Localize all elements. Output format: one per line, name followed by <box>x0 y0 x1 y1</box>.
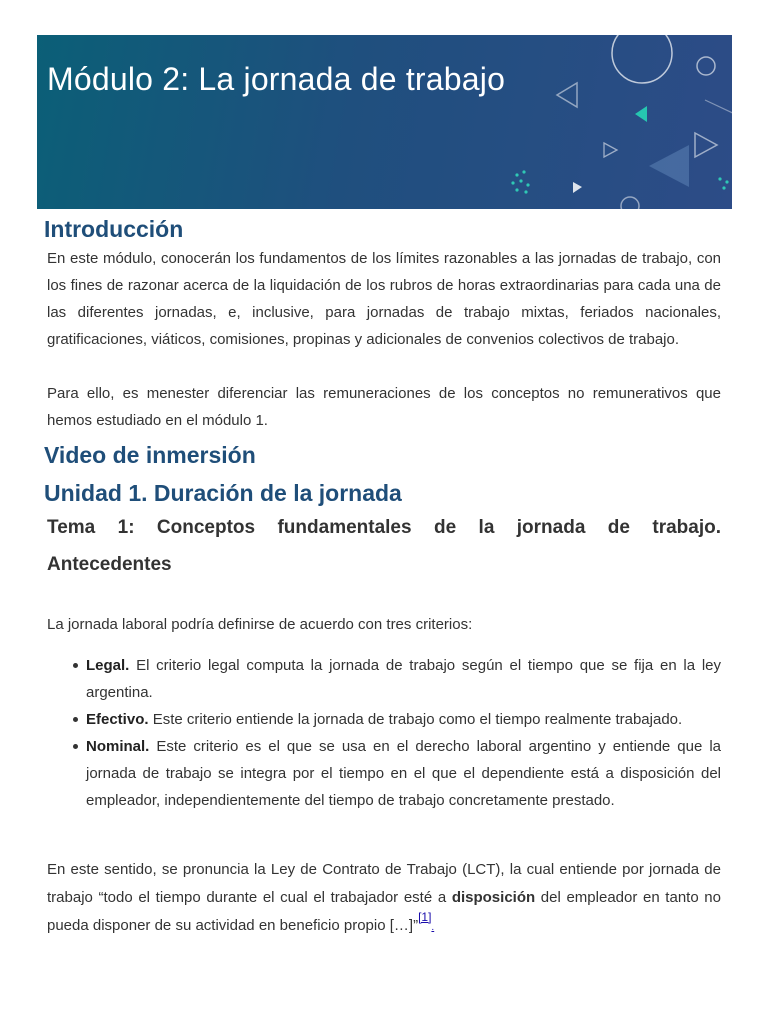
deco-triangle-outline-2 <box>695 133 717 157</box>
list-item <box>47 706 721 733</box>
unit-heading-text: Unidad 1. Duración de la jornada <box>44 480 402 506</box>
lct-paragraph <box>47 856 721 942</box>
deco-circle-small <box>697 57 715 75</box>
topic-heading-line2: Antecedentes <box>47 554 172 575</box>
lct-bold-term: disposición <box>451 889 536 906</box>
deco-circle-large <box>612 35 672 83</box>
criterion-text: El criterio legal computa la jornada de trabajo según el tiempo que se fija en la ley argentina. <box>86 657 721 701</box>
intro-paragraph-1: En este módulo, conocerán los fundamentos de los límites razonables a las jornadas de trabajo, con los fines de razonar acerca de la liquidación de los rubros de horas extraordinarias para cada una de las diferentes jornadas, e, inclusive, para jornadas de trabajo mixtas, feriados nacionales, gratificaciones, viáticos, comisiones, propinas y adicionales de convenios colectivos de trabajo. <box>47 250 721 348</box>
intro-paragraph-2: Para ello, es menester diferenciar las remuneraciones de los conceptos no remunerativos que hemos estudiado en el módulo 1. <box>47 385 721 429</box>
list-item <box>47 733 721 814</box>
lct-text-after: del empleador en tanto no pueda disponer de su actividad en beneficio propio […]” <box>47 889 721 934</box>
video-heading-text: Video de inmersión <box>44 442 256 468</box>
criterion-term: Nominal. <box>86 738 150 755</box>
criterion-text: Este criterio es el que se usa en el derecho laboral argentino y entiende que la jornada de trabajo se integra por el tiempo en el que el dependiente está a disposición del empleador, independientemente del tiempo de trabajo concretamente prestado. <box>86 738 721 809</box>
deco-dots <box>511 170 728 193</box>
deco-triangle-outline-1 <box>557 83 577 107</box>
footnote-trail: . <box>431 922 435 933</box>
topic-heading <box>47 509 721 583</box>
deco-circle-bottom <box>621 197 639 209</box>
criterion-term: Legal. <box>86 657 130 674</box>
criterion-text: Este criterio entiende la jornada de trabajo como el tiempo realmente trabajado. <box>148 711 683 728</box>
list-item <box>47 652 721 706</box>
criteria-list <box>47 652 721 814</box>
intro-heading-text: Introducción <box>44 216 184 242</box>
unit-heading <box>44 480 402 507</box>
lct-text-before: En este sentido, se pronuncia la Ley de Contrato de Trabajo (LCT), la cual entiende por jornada de trabajo “todo el tiempo durante el cual el trabajador esté a <box>47 861 721 906</box>
topic-heading-line1: Tema 1: Conceptos fundamentales de la jornada de trabajo. <box>47 517 721 538</box>
intro-heading <box>44 216 183 243</box>
deco-triangle-outline-3 <box>604 143 617 157</box>
deco-line <box>705 100 732 115</box>
criteria-lead: La jornada laboral podría definirse de acuerdo con tres criterios: <box>47 616 473 633</box>
deco-triangle-white <box>573 182 582 193</box>
footnote-link[interactable]: [1] <box>418 910 432 924</box>
deco-triangle-teal <box>635 106 647 122</box>
video-heading <box>44 442 256 469</box>
criterion-term: Efectivo. <box>86 711 149 728</box>
deco-triangle-large <box>649 145 689 187</box>
module-banner <box>37 35 732 209</box>
page-title: Módulo 2: La jornada de trabajo <box>47 61 506 97</box>
